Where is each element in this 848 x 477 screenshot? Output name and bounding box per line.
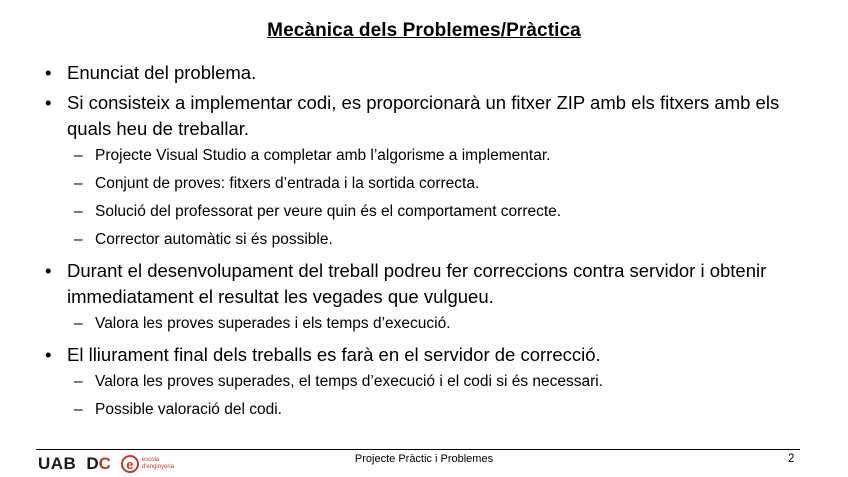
bullet-list — [0, 60, 848, 428]
sub-bullet-item: – Conjunt de proves: fitxers d’entrada i la sortida correcta. — [95, 174, 795, 194]
bullet-item: • Durant el desenvolupament del treball podreu fer correccions contra servidor i obtenir immediatament el resultat les vegades que vulgueu. — [67, 258, 797, 310]
sub-bullet-item: – Valora les proves superades, el temps d’execució i el codi si és necessari. — [95, 372, 795, 392]
sub-bullet-item: – Solució del professorat per veure quin és el comportament correcte. — [95, 202, 795, 222]
escola-enginyeria-logo: e escola d'enginyeria — [121, 455, 174, 473]
footer-divider — [36, 449, 800, 450]
bullet-item: • El lliurament final dels treballs es farà en el servidor de correcció. — [67, 342, 797, 368]
slide-title: Mecànica dels Problemes/Pràctica — [267, 20, 581, 41]
bullet-item: • Si consisteix a implementar codi, es proporcionarà un fitxer ZIP amb els fitxers amb els quals heu de treballar. — [67, 90, 797, 142]
footer-title: Projecte Pràctic i Problemes — [354, 453, 494, 465]
sub-bullet-item: – Projecte Visual Studio a completar amb l’algorisme a implementar. — [95, 146, 795, 166]
sub-bullet-item: – Corrector automàtic si és possible. — [95, 230, 795, 250]
escola-e-icon: e — [121, 455, 139, 473]
bullet-item: • Enunciat del problema. — [67, 60, 797, 86]
uab-logo: UAB — [38, 454, 77, 473]
dc-logo: DC — [86, 454, 111, 473]
page-number: 2 — [788, 453, 795, 465]
sub-bullet-item: – Possible valoració del codi. — [95, 400, 795, 420]
sub-bullet-item: – Valora les proves superades i els temps d’execució. — [95, 314, 795, 334]
